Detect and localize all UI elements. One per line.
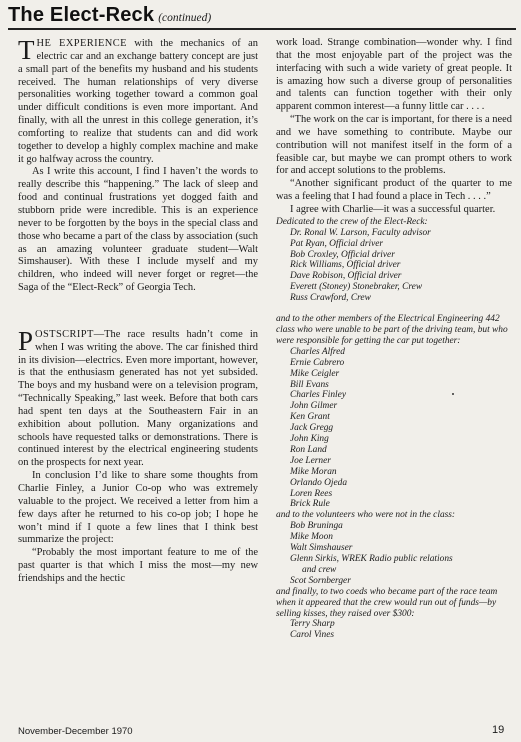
class-member: Orlando Ojeda bbox=[290, 477, 348, 488]
dedication-block bbox=[276, 217, 512, 641]
column-spacer bbox=[18, 295, 258, 329]
paragraph-as-i-write: As I write this account, I find I haven’t the words to really describe this “happening.” The lack of sleep and food and continual frustrations yet dogged faith and stubborn pride were incredible. This is an experience never to be forgotten by the boys in the special class and those who became a part of the class by association (such as an amazing volunteer graduate student—Walt Simshauser). With these I include myself and my children, who indeed will never forget or regret—the Saga of the “Elect-Reck” of Georgia Tech. bbox=[18, 166, 258, 294]
paragraph-significant-product: “Another significant product of the quarter to me was a feeling that I had found a place in Tech . . . .” bbox=[276, 178, 512, 203]
class-member: Brick Rule bbox=[290, 499, 330, 510]
class-member: Jack Gregg bbox=[290, 423, 334, 434]
crew-member: Dr. Ronal W. Larson, Faculty advisor bbox=[290, 227, 431, 238]
class-member: Mike Moran bbox=[290, 466, 337, 477]
paragraph-postscript bbox=[18, 325, 258, 470]
dedication-class-heading: and to the other members of the Electrical Engineering 442 class who were unable to be part of the driving team, but who were responsible for getting the car put together: bbox=[276, 314, 508, 346]
print-speck bbox=[452, 393, 454, 395]
class-member: John Gilmer bbox=[290, 401, 338, 412]
paragraph-agree: I agree with Charlie—it was a successful quarter. bbox=[290, 203, 496, 215]
crew-member: Bob Croxley, Official driver bbox=[290, 249, 395, 260]
class-member: Charles Alfred bbox=[290, 346, 345, 357]
volunteer: Mike Moon bbox=[290, 532, 333, 543]
class-member: Charles Finley bbox=[290, 390, 346, 401]
left-column bbox=[18, 35, 258, 586]
lead-in-experience: HE EXPERIENCE bbox=[36, 38, 127, 49]
crew-member: Dave Robison, Official driver bbox=[290, 271, 402, 282]
class-member: John King bbox=[290, 434, 329, 445]
paragraph-experience bbox=[18, 35, 258, 166]
page-number: 19 bbox=[492, 724, 505, 736]
class-member: Joe Lerner bbox=[290, 455, 331, 466]
class-member: Loren Rees bbox=[290, 488, 333, 499]
volunteer: and crew bbox=[302, 564, 337, 575]
right-column bbox=[276, 37, 512, 641]
dedication-coeds-heading: and finally, to two coeds who became part of the race team when it appeared that the crew would run out of funds—by selling kisses, they raised over $300: bbox=[276, 586, 498, 619]
paragraph-postscript-text: —The race results hadn’t come in when I was writing the above. The car finished third in its division—electrics. Even more important, however, is that the enthusiasm generated has not yet subsided. The boys and my husband were on a television program, “Technically Speaking,” last week. Before that both cars had spent ten days at the Southeastern Fair in an exhibition about pollution. Many organizations and schools have requested talks or demonstrations. There is continued interest by the electrical engineering students on the prospects for next year. bbox=[18, 328, 258, 469]
header-rule bbox=[8, 28, 516, 30]
coed: Terry Sharp bbox=[290, 619, 335, 630]
paragraph-work-on-car: “The work on the car is important, for there is a need and we have something to contribute. Maybe our contribution will not manifest itself in the form of a feasible car, but maybe we can prompt others to work for and accept solutions to the problems. bbox=[276, 114, 512, 177]
drop-cap-t: T bbox=[18, 35, 35, 65]
volunteer: Bob Bruninga bbox=[290, 521, 343, 532]
class-member: Ken Grant bbox=[290, 412, 330, 423]
dedication-crew-heading: Dedicated to the crew of the Elect-Reck: bbox=[276, 216, 428, 227]
crew-member: Everett (Stoney) Stonebraker, Crew bbox=[290, 282, 423, 293]
paragraph-conclusion: In conclusion I’d like to share some thoughts from Charlie Finley, a Junior Co-op who was extremely valuable to the project. We received a letter from him a few days after he returned to his co-op job; I hope he won’t mind if I quote a few lines that I think best summarize the project: bbox=[18, 470, 258, 546]
class-member: Ernie Cabrero bbox=[290, 357, 345, 368]
paragraph-quote-continued: work load. Strange combination—wonder why. I find that the most enjoyable part of the project was the interfacing with such a wide variety of great people. It is amazing how such a diverse group of personalities and talents can function together with their only apparent common interest—a funny little car . . . . bbox=[276, 37, 512, 113]
continued-label: (continued) bbox=[158, 12, 212, 24]
dedication-volunteers-heading: and to the volunteers who were not in the class: bbox=[276, 510, 456, 521]
article-title: The Elect-Reck bbox=[8, 4, 155, 26]
crew-member: Pat Ryan, Official driver bbox=[290, 238, 384, 249]
coed: Carol Vines bbox=[290, 630, 335, 641]
dedication-gap bbox=[276, 304, 512, 314]
class-member: Bill Evans bbox=[290, 379, 329, 390]
volunteer: Glenn Sirkis, WREK Radio public relations bbox=[290, 554, 453, 564]
drop-cap-p: P bbox=[18, 325, 34, 356]
issue-date: November-December 1970 bbox=[18, 726, 133, 737]
lead-in-postscript: OSTSCRIPT bbox=[35, 328, 94, 340]
article-header bbox=[8, 4, 211, 27]
paragraph-quote-start: “Probably the most important feature to me of the past quarter is that which I miss the most—my new friendships and the hectic bbox=[18, 547, 258, 584]
crew-member: Rick Williams, Official driver bbox=[290, 260, 401, 271]
class-member: Ron Land bbox=[290, 444, 327, 455]
class-member: Mike Ceigler bbox=[290, 368, 340, 379]
volunteer: Scot Sornberger bbox=[290, 575, 351, 586]
paragraph-experience-text: with the mechanics of an electric car and an exchange battery concept are just a small part of the benefits my husband and his students received. The human relationships of very diverse personalities working together toward a common goal under difficult conditions is even more important. And finally, with all the unrest in this college generation, it’s comforting to realize that students can and did work together to develop a highly complex machine and make it go halfway across the country. bbox=[18, 38, 258, 165]
crew-member: Russ Crawford, Crew bbox=[290, 293, 371, 304]
volunteer: Walt Simshauser bbox=[290, 543, 353, 554]
